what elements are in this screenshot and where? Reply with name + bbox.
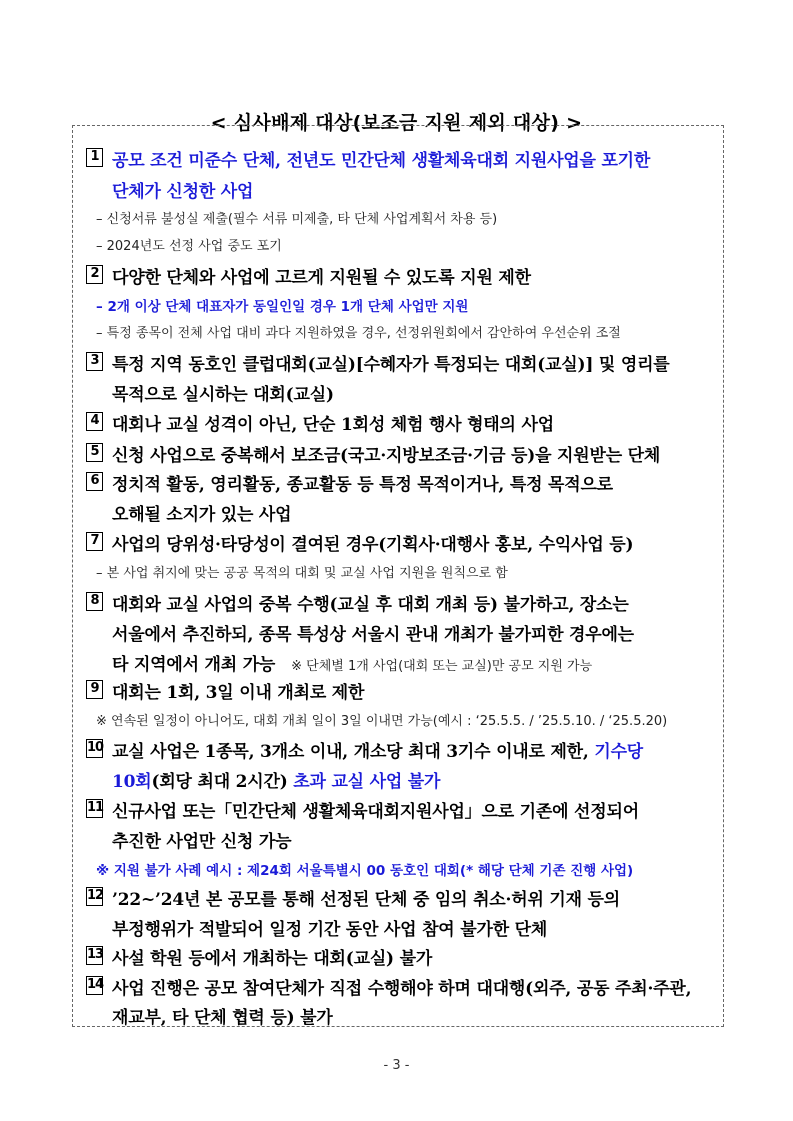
item-number-10: 10 <box>86 739 103 758</box>
item-1-line-1: 공모 조건 미준수 단체, 전년도 민간단체 생활체육대회 지원사업을 포기한 <box>112 151 651 171</box>
item-number-13: 13 <box>86 946 103 965</box>
item-13-line-1: 사설 학원 등에서 개최하는 대회(교실) 불가 <box>112 949 433 969</box>
item-3-line-2: 목적으로 실시하는 대회(교실) <box>112 385 334 405</box>
item-7-line-1: 사업의 당위성·타당성이 결여된 경우(기획사·대행사 홍보, 수익사업 등) <box>112 535 634 555</box>
item-10-line-2b: (회당 최대 2시간) <box>151 772 288 792</box>
item-10-line-1b: 기수당 <box>594 742 644 762</box>
item-number-12: 12 <box>86 887 103 906</box>
item-number-7: 7 <box>86 532 103 551</box>
item-9-line-1: 대회는 1회, 3일 이내 개최로 제한 <box>112 683 365 703</box>
item-1-sub-b: – 2024년도 선정 사업 중도 포기 <box>96 239 282 254</box>
item-10-line-2 <box>112 767 440 792</box>
item-2-line-1: 다양한 단체와 사업에 고르게 지원될 수 있도록 지원 제한 <box>112 268 531 288</box>
item-8-line-1: 대회와 교실 사업의 중복 수행(교실 후 대회 개최 등) 불가하고, 장소는 <box>112 595 629 615</box>
item-10-line-2c: 초과 교실 사업 불가 <box>293 772 441 792</box>
item-1-line-2: 단체가 신청한 사업 <box>112 182 254 202</box>
item-11-sub: ※ 지원 불가 사례 예시 : 제24회 서울특별시 00 동호인 대회(* 해당 단체 기존 진행 사업) <box>96 863 634 879</box>
item-8-line-3 <box>112 650 592 675</box>
item-number-6: 6 <box>86 472 103 491</box>
item-number-11: 11 <box>86 799 103 818</box>
item-6-line-2: 오해될 소지가 있는 사업 <box>112 505 292 525</box>
item-number-14: 14 <box>86 976 103 995</box>
item-11-line-1: 신규사업 또는「민간단체 생활체육대회지원사업」으로 기존에 선정되어 <box>112 802 639 822</box>
item-8-note: ※ 단체별 1개 사업(대회 또는 교실)만 공모 지원 가능 <box>291 659 593 674</box>
item-number-1: 1 <box>86 148 103 167</box>
item-12-line-2: 부정행위가 적발되어 일정 기간 동안 사업 참여 불가한 단체 <box>112 920 548 940</box>
item-9-sub: ※ 연속된 일정이 아니어도, 대회 개최 일이 3일 이내면 가능(예시 : ‘25.5.5. / ’25.5.10. / ‘25.5.20) <box>96 714 668 729</box>
page-title: < 심사배제 대상(보조금 지원 제외 대상) > <box>210 112 583 134</box>
item-8-line-2: 서울에서 추진하되, 종목 특성상 서울시 관내 개최가 불가피한 경우에는 <box>112 625 634 645</box>
item-1-sub-a: – 신청서류 불성실 제출(필수 서류 미제출, 타 단체 사업계획서 차용 등) <box>96 212 498 227</box>
item-2-sub-b: – 특정 종목이 전체 사업 대비 과다 지원하였을 경우, 선정위원회에서 감안하여 우선순위 조절 <box>96 326 621 341</box>
item-12-line-1: ’22~’24년 본 공모를 통해 선정된 단체 중 임의 취소·허위 기재 등의 <box>112 890 621 910</box>
item-14-line-1: 사업 진행은 공모 참여단체가 직접 수행해야 하며 대대행(외주, 공동 주최·주관, <box>112 979 692 999</box>
item-10-line-1a: 교실 사업은 1종목, 3개소 이내, 개소당 최대 3기수 이내로 제한, <box>112 742 589 762</box>
item-10-line-1 <box>112 737 643 762</box>
item-7-sub: – 본 사업 취지에 맞는 공공 목적의 대회 및 교실 사업 지원을 원칙으로 함 <box>96 566 508 581</box>
item-number-3: 3 <box>86 352 103 371</box>
item-number-4: 4 <box>86 412 103 431</box>
item-3-line-1: 특정 지역 동호인 클럽대회(교실)[수혜자가 특정되는 대회(교실)] 및 영리를 <box>112 355 670 375</box>
item-6-line-1: 정치적 활동, 영리활동, 종교활동 등 특정 목적이거나, 특정 목적으로 <box>112 475 613 495</box>
item-10-line-2a: 10회 <box>112 772 152 792</box>
item-8-line-3-text: 타 지역에서 개최 가능 <box>112 655 276 675</box>
item-5-line-1: 신청 사업으로 중복해서 보조금(국고·지방보조금·기금 등)을 지원받는 단체 <box>112 446 661 466</box>
item-2-sub-a: – 2개 이상 단체 대표자가 동일인일 경우 1개 단체 사업만 지원 <box>96 299 469 315</box>
item-4-line-1: 대회나 교실 성격이 아닌, 단순 1회성 체험 행사 형태의 사업 <box>112 415 554 435</box>
item-11-line-2: 추진한 사업만 신청 가능 <box>112 832 292 852</box>
item-number-9: 9 <box>86 680 103 699</box>
item-number-8: 8 <box>86 592 103 611</box>
item-14-line-2: 재교부, 타 단체 협력 등) 불가 <box>112 1008 333 1028</box>
item-number-5: 5 <box>86 443 103 462</box>
page-number: - 3 - <box>383 1058 410 1073</box>
item-number-2: 2 <box>86 265 103 284</box>
